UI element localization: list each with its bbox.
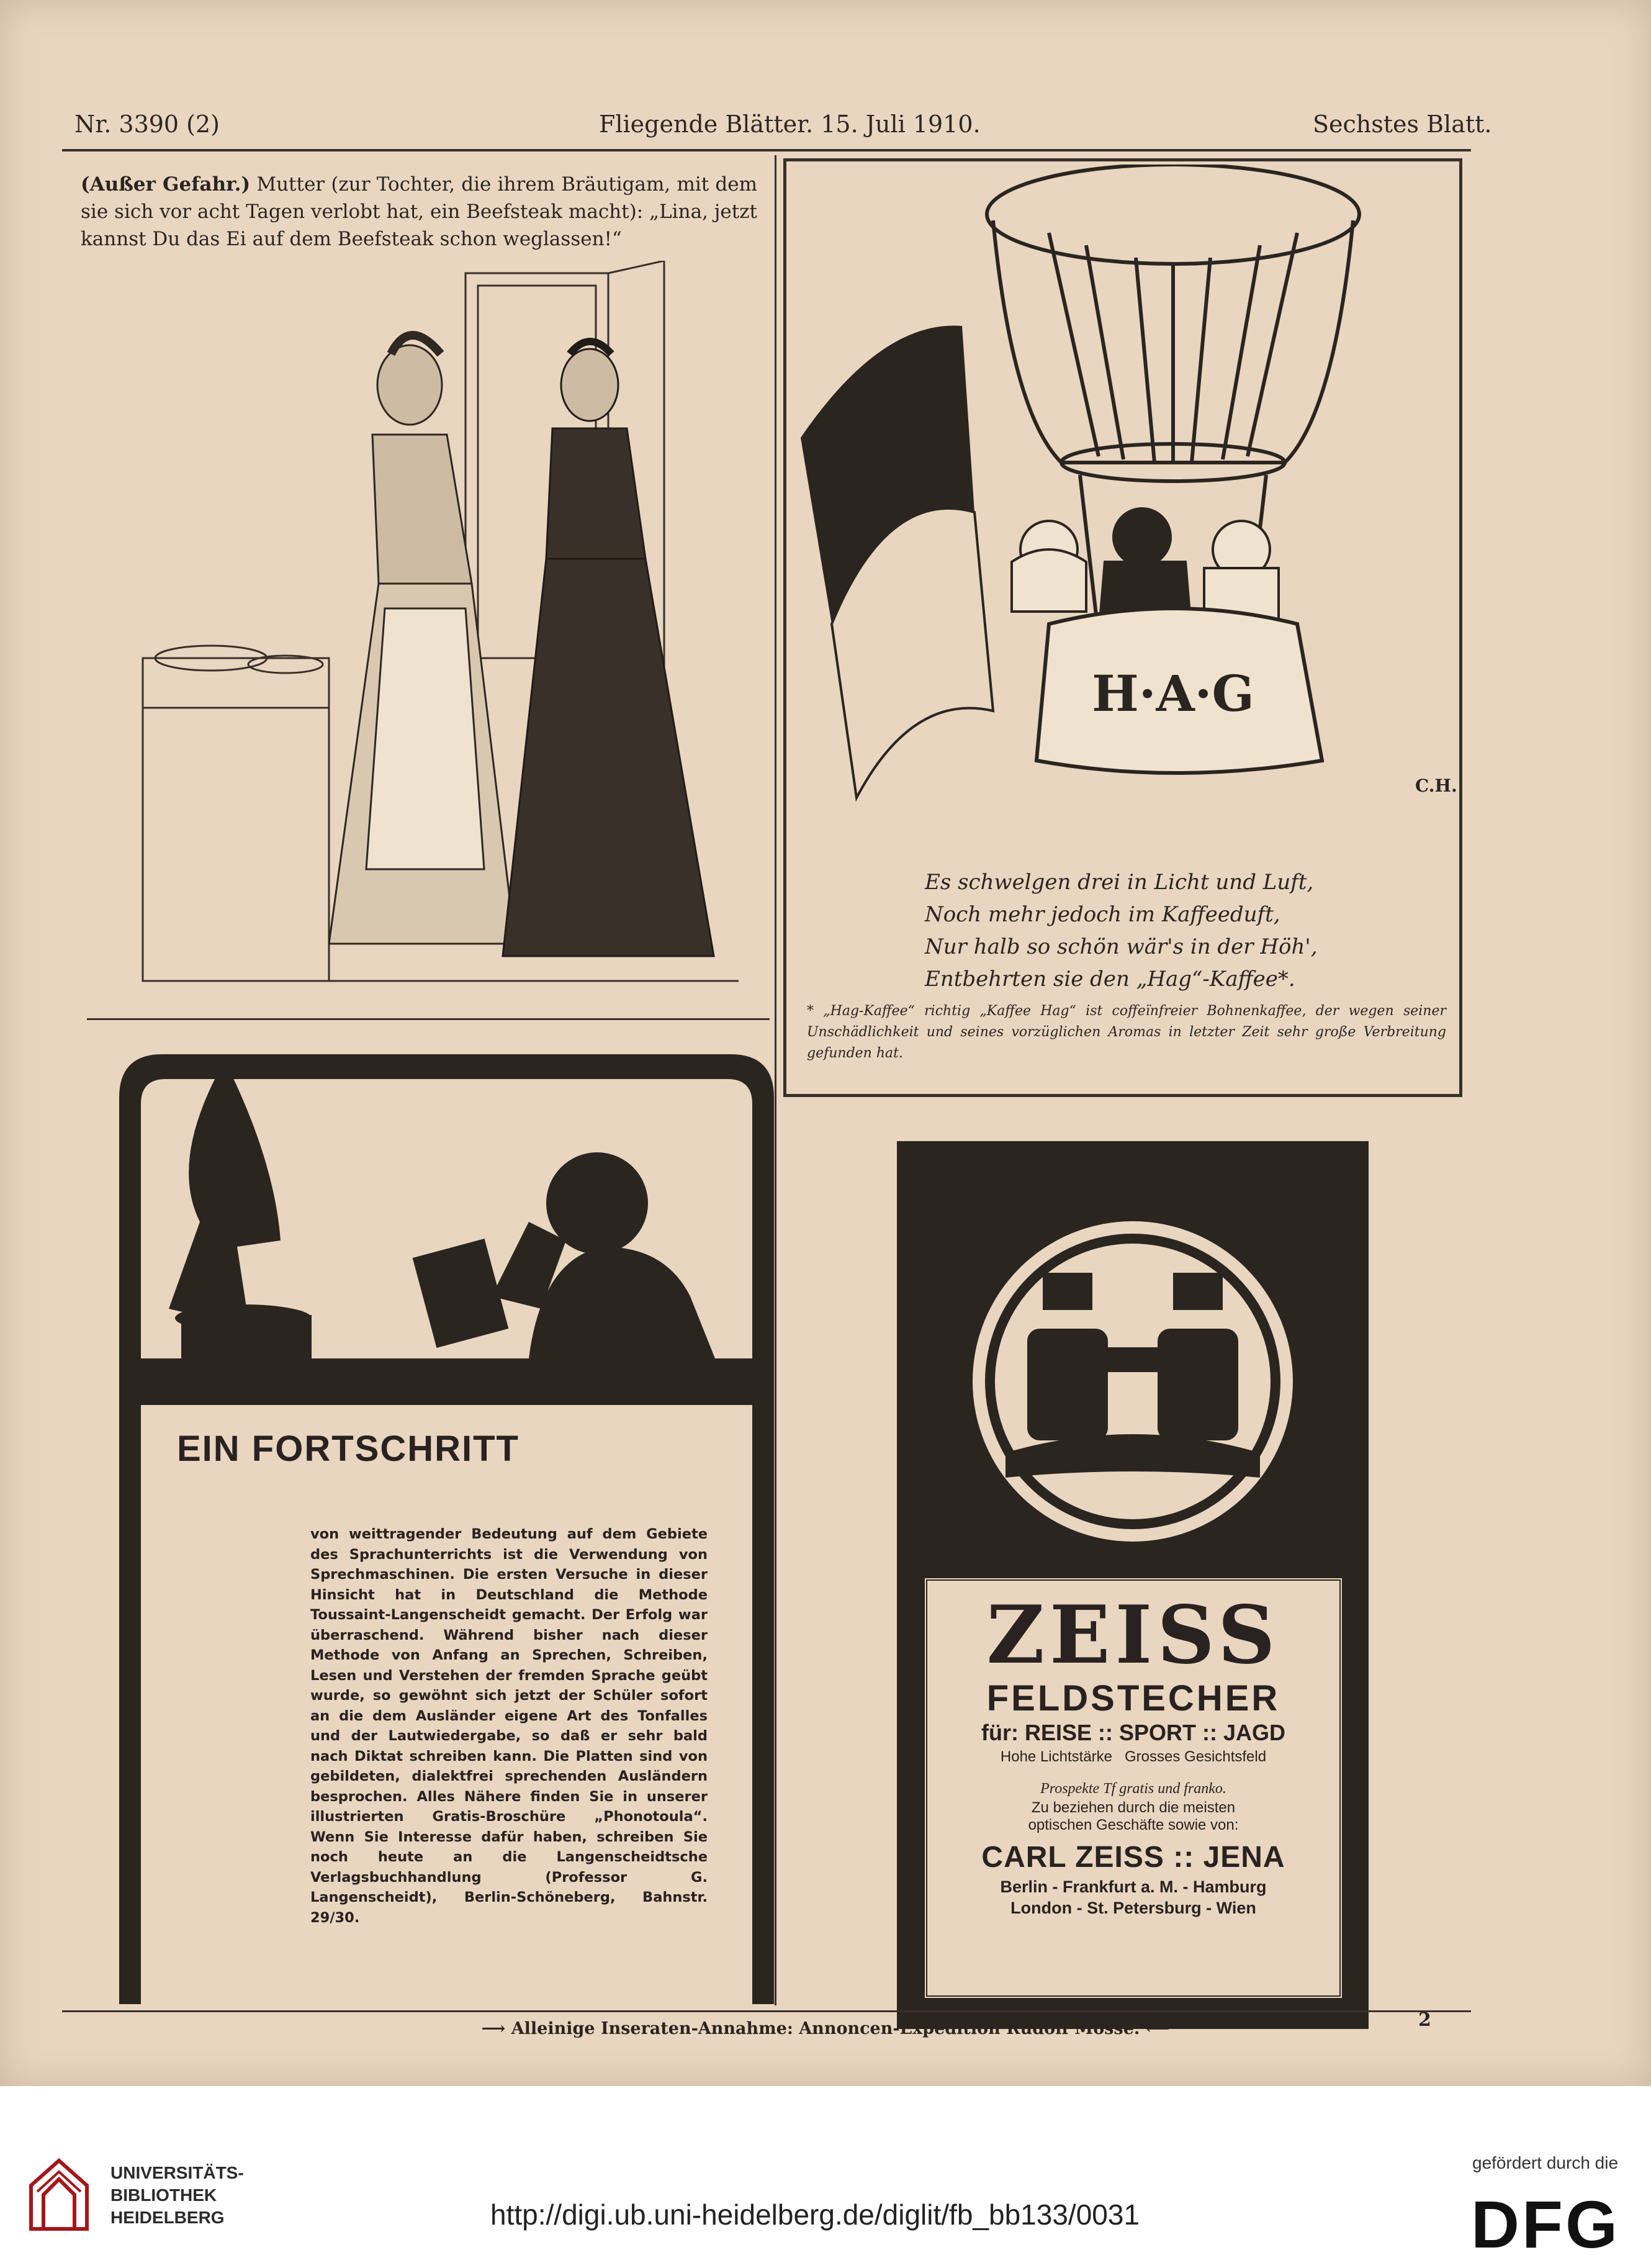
cartoon-caption-lead: (Außer Gefahr.) [81,173,251,196]
zeiss-cities-1: Berlin - Frankfurt a. M. - Hamburg [1000,1877,1267,1896]
zeiss-uses: für: REISE :: SPORT :: JAGD [981,1720,1285,1745]
library-name-line: BIBLIOTHEK [110,2185,217,2205]
source-url-link[interactable]: http://digi.ub.uni-heidelberg.de/diglit/fb_bb133/0031 [490,2198,1140,2231]
university-library-logo-icon [25,2154,93,2235]
zeiss-distribution: Zu beziehen durch die meisten optischen Geschäfte sowie von: [1028,1799,1239,1833]
hag-bag-label: H·A·G [1092,664,1254,723]
hag-signature: C.H. [1415,775,1457,796]
zeiss-features: Hohe Lichtstärke Grosses Gesichtsfeld [1000,1748,1267,1765]
zeiss-cities-2: London - St. Petersburg - Wien [1010,1899,1256,1917]
hag-balloon-illustration [788,165,1457,835]
gramophone-monogram: K. [181,1308,207,1333]
hag-poem-line: Es schwelgen drei in Licht und Luft, [925,870,1314,895]
hag-poem-line: Nur halb so schön wär's in der Höh', [925,934,1318,959]
footer-rule [62,2010,1471,2012]
masthead: Fliegende Blätter. 15. Juli 1910. [599,111,981,138]
library-name-line: UNIVERSITÄTS- [110,2163,244,2182]
funded-by-label: gefördert durch die [1472,2153,1619,2172]
issue-number: Nr. 3390 (2) [74,111,220,138]
zeiss-firm: CARL ZEISS :: JENA [981,1841,1285,1874]
zeiss-binocular-emblem [968,1217,1297,1546]
cartoon-caption [81,171,757,253]
zeiss-text-panel [924,1577,1343,1999]
zeiss-brand: ZEISS [986,1589,1280,1682]
zeiss-product: FELDSTECHER [986,1678,1280,1719]
page-number: 2 [1418,2009,1431,2031]
hag-poem-line: Entbehrten sie den „Hag“-Kaffee*. [925,967,1295,992]
sheet-label: Sechstes Blatt. [1313,111,1492,138]
zeiss-prospectus: Prospekte Tf gratis und franko. [1040,1781,1226,1797]
header-rule [62,149,1471,151]
ad-acceptance-line: ⟶ Alleinige Inseraten-Annahme: Annoncen-Expedition Rudolf Mosse. ⟵ [481,2019,1170,2038]
cartoon-illustration [118,261,757,1000]
dfg-logo: DFG [1471,2187,1620,2262]
cartoon-caption-text: Mutter (zur Tochter, die ihrem Bräutigam, mit dem sie sich vor acht Tagen verlobt hat, ein Beefsteak macht): „Lina, jetzt kannst Du das Ei auf dem Beefsteak schon weglassen!“ [81,173,758,250]
university-library-name [110,2162,244,2229]
hag-footnote: * „Hag-Kaffee“ richtig „Kaffee Hag“ ist coffeïnfreier Bohnenkaffee, der wegen seiner Unschädlichkeit und seines vorzüglichen Aromas in letzter Zeit sehr große Verbreitung gefunden hat. [807,1003,1446,1061]
gramophone-ad-body: von weittragender Bedeutung auf dem Gebiete des Sprachunterrichts ist die Verwendung von Sprechmaschinen. Die ersten Versuche in dieser Hinsicht hat in Deutschland die Methode Toussaint-Langenscheidt gemacht. Der Erfolg war überraschend. Während bisher nach dieser Methode von Anfang an Sprechen, Schreiben, Lesen und Verstehen der fremden Sprache geübt wurde, so gewöhnt sich jetzt der Schüler sofort an die dem Ausländer eigene Art des Tonfalles und der Lautwiedergabe, so daß er sehr bald nach Diktat schreiben kann. Die Platten sind von gebildeten, dialektfrei sprechenden Ausländern besprochen. Alles Nähere finden Sie in unserer illustrierten Gratis-Broschüre „Phonotoula“. Wenn Sie Interesse dafür haben, schreiben Sie noch heute an die Langenscheidtsche Verlagsbuchhandlung (Professor G. Langenscheidt), Berlin-Schöneberg, Bahnstr. 29/30. [310,1526,708,1926]
hag-poem [925,866,1397,995]
hag-poem-line: Noch mehr jedoch im Kaffeeduft, [925,902,1280,927]
gramophone-ad-title: EIN FORTSCHRITT [177,1429,520,1469]
library-name-line: HEIDELBERG [110,2208,225,2227]
section-divider [87,1018,770,1020]
